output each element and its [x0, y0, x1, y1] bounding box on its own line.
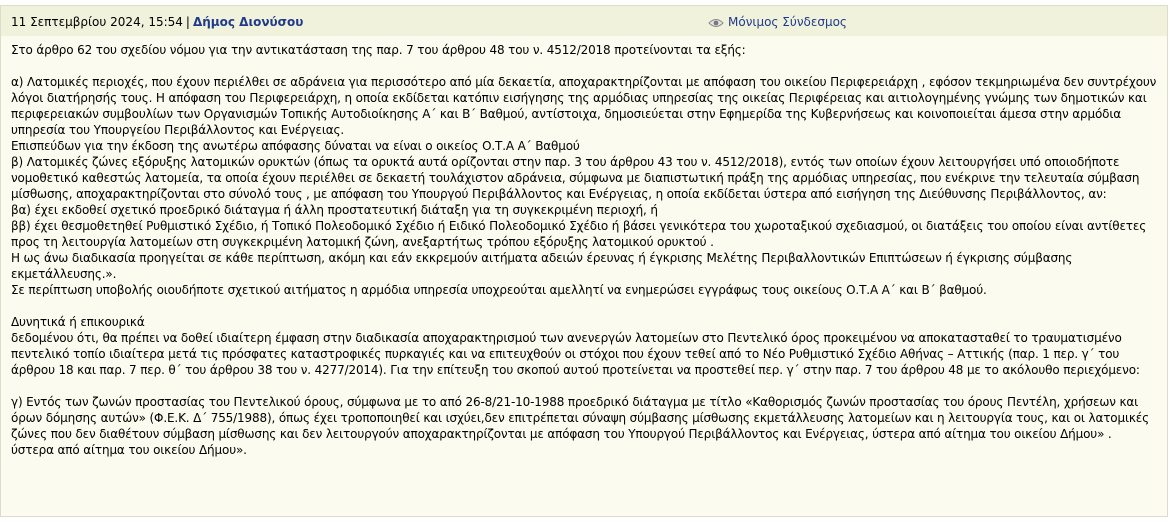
paragraph: Η ως άνω διαδικασία προηγείται σε κάθε περίπτωση, ακόμη και εάν εκκρεμούν αιτήματα αδειών έρευνας ή έγκρισης Μελέτης Περιβαλλοντικών Επιπτώσεων ή έγκρισης σύμβασης εκμετάλλευσης.». — [11, 251, 1073, 281]
paragraph-gap — [11, 378, 1157, 394]
permalink-label: Μόνιμος Σύνδεσμος — [728, 15, 847, 29]
paragraph: βα) έχει εκδοθεί σχετικό προεδρικό διάταγμα ή άλλη προστατευτική διάταξη για τη συγκεκριμένη περιοχή, ή — [11, 203, 658, 217]
comment-body — [1, 36, 1167, 458]
paragraph-gap — [11, 58, 1157, 74]
paragraph-gap — [11, 298, 1157, 314]
comment-date: 11 Σεπτεμβρίου 2024, 15:54 — [11, 15, 183, 29]
permalink-link[interactable] — [708, 15, 847, 29]
paragraph: γ) Εντός των ζωνών προστασίας του Πεντελικού όρους, σύμφωνα με το από 26-8/21-10-1988 προεδρικό διάταγμα με τίτλο «Καθορισμός ζωνών προστασίας του όρους Πεντέλη, χρήσεων και όρων δόμησης αυτών» (Φ.Ε.Κ. Δ΄ 755/1988), όπως έχει τροποποιηθεί και ισχύει,δεν επιτρέπεται σύναψη σύμβασης μίσθωσης εκμετάλλευσης λατομείων και η λειτουργία τους, και οι λατομικές ζώνες που δεν διαθέτουν σύμβαση μίσθωσης και δεν λειτουργούν αποχαρακτηρίζονται με απόφαση του Υπουργού Περιβάλλοντος και Ενέργειας, ύστερα από αίτημα του οικείου Δήμου» . ύστερα από αίτημα του οικείου Δήμου». — [11, 395, 1150, 457]
paragraph: β) Λατομικές ζώνες εξόρυξης λατομικών ορυκτών (όπως τα ορυκτά αυτά ορίζονται στην παρ. 3 του άρθρου 43 του ν. 4512/2018), εντός των οποίων έχουν λειτουργήσει υπό οποιοδήποτε νομοθετικό καθεστώς λατομεία, τα οποία έχουν περιέλθει σε δεκαετή τουλάχιστον αδράνεια, σύμφωνα με διαπιστωτική πράξη της αρμόδιας υπηρεσίας, που ενέκρινε την τελευταία σύμβαση μίσθωσης, αποχαρακτηρίζονται στο σύνολό τους , με απόφαση του Υπουργού Περιβάλλοντος και Ενέργειας, η οποία εκδίδεται ύστερα από εισήγηση της Διεύθυνσης Περιβάλλοντος, αν: — [11, 155, 1140, 201]
comment-meta — [11, 15, 303, 29]
paragraph: Δυνητικά ή επικουρικά — [11, 315, 145, 329]
comment-header — [1, 6, 1167, 36]
paragraph: Στο άρθρο 62 του σχεδίου νόμου για την αντικατάσταση της παρ. 7 του άρθρου 48 του ν. 4512/2018 προτείνονται τα εξής: — [11, 43, 746, 57]
paragraph: ββ) έχει θεσμοθετηθεί Ρυθμιστικό Σχέδιο, ή Τοπικό Πολεοδομικό Σχέδιο ή Ειδικό Πολεοδομικό Σχέδιο ή βάσει γενικότερα του χωροταξικού σχεδιασμού, οι διατάξεις του οποίου είναι αντίθετες προς τη λειτουργία λατομείων στη συγκεκριμένη λατομική ζώνη, ανεξαρτήτως τρόπου εξόρυξης λατομικού ορυκτού . — [11, 219, 1147, 249]
comment-box — [0, 5, 1168, 517]
paragraph: α) Λατομικές περιοχές, που έχουν περιέλθει σε αδράνεια για περισσότερο από μία δεκαετία, αποχαρακτηρίζονται με απόφαση του οικείου Περιφερειάρχη , εφόσον τεκμηριωμένα δεν συντρέχουν λόγοι διατήρησής τους. Η απόφαση του Περιφερειάρχη, η οποία εκδίδεται κατόπιν εισήγησης της αρμόδιας υπηρεσίας της οικείας Περιφέρειας και αιτιολογημένης γνώμης των δημοτικών και περιφερειακών συμβουλίων των Οργανισμών Τοπικής Αυτοδιοίκησης Α΄ και Β΄ Βαθμού, αντίστοιχα, δημοσιεύεται στην Εφημερίδα της Κυβερνήσεως και κοινοποιείται άμεσα στην αρμόδια υπηρεσία του Υπουργείου Περιβάλλοντος και Ενέργειας. — [11, 75, 1157, 137]
comment-author-link[interactable]: Δήμος Διονύσου — [192, 15, 304, 29]
paragraph: δεδομένου ότι, θα πρέπει να δοθεί ιδιαίτερη έμφαση στην διαδικασία αποχαρακτηρισμού των ανενεργών λατομείων στο Πεντελικό όρος προκειμένου να αποκατασταθεί το τραυματισμένο πεντελικό τοπίο ιδιαίτερα μετά τις πρόσφατες καταστροφικές πυρκαγιές και να επιτευχθούν οι στόχοι που έχουν τεθεί από το Νέο Ρυθμιστικό Σχέδιο Αθήνας – Αττικής (παρ. 1 περ. γ΄ του άρθρου 18 και παρ. 7 περ. θ΄ του άρθρου 38 του ν. 4277/2014). Για την επίτευξη του σκοπού αυτού προτείνεται να προστεθεί περ. γ΄ στην παρ. 7 του άρθρου 48 με το ακόλουθο περιεχόμενο: — [11, 331, 1140, 377]
meta-separator: | — [185, 15, 190, 29]
eye-icon — [708, 18, 724, 28]
paragraph: Επισπεύδων για την έκδοση της ανωτέρω απόφασης δύναται να είναι ο οικείος Ο.Τ.Α Α΄ Βαθμού — [11, 139, 580, 153]
paragraph: Σε περίπτωση υποβολής οιουδήποτε σχετικού αιτήματος η αρμόδια υπηρεσία υποχρεούται αμελλητί να ενημερώσει εγγράφως τους οικείους Ο.Τ.Α Α΄ και Β΄ βαθμού. — [11, 283, 987, 297]
